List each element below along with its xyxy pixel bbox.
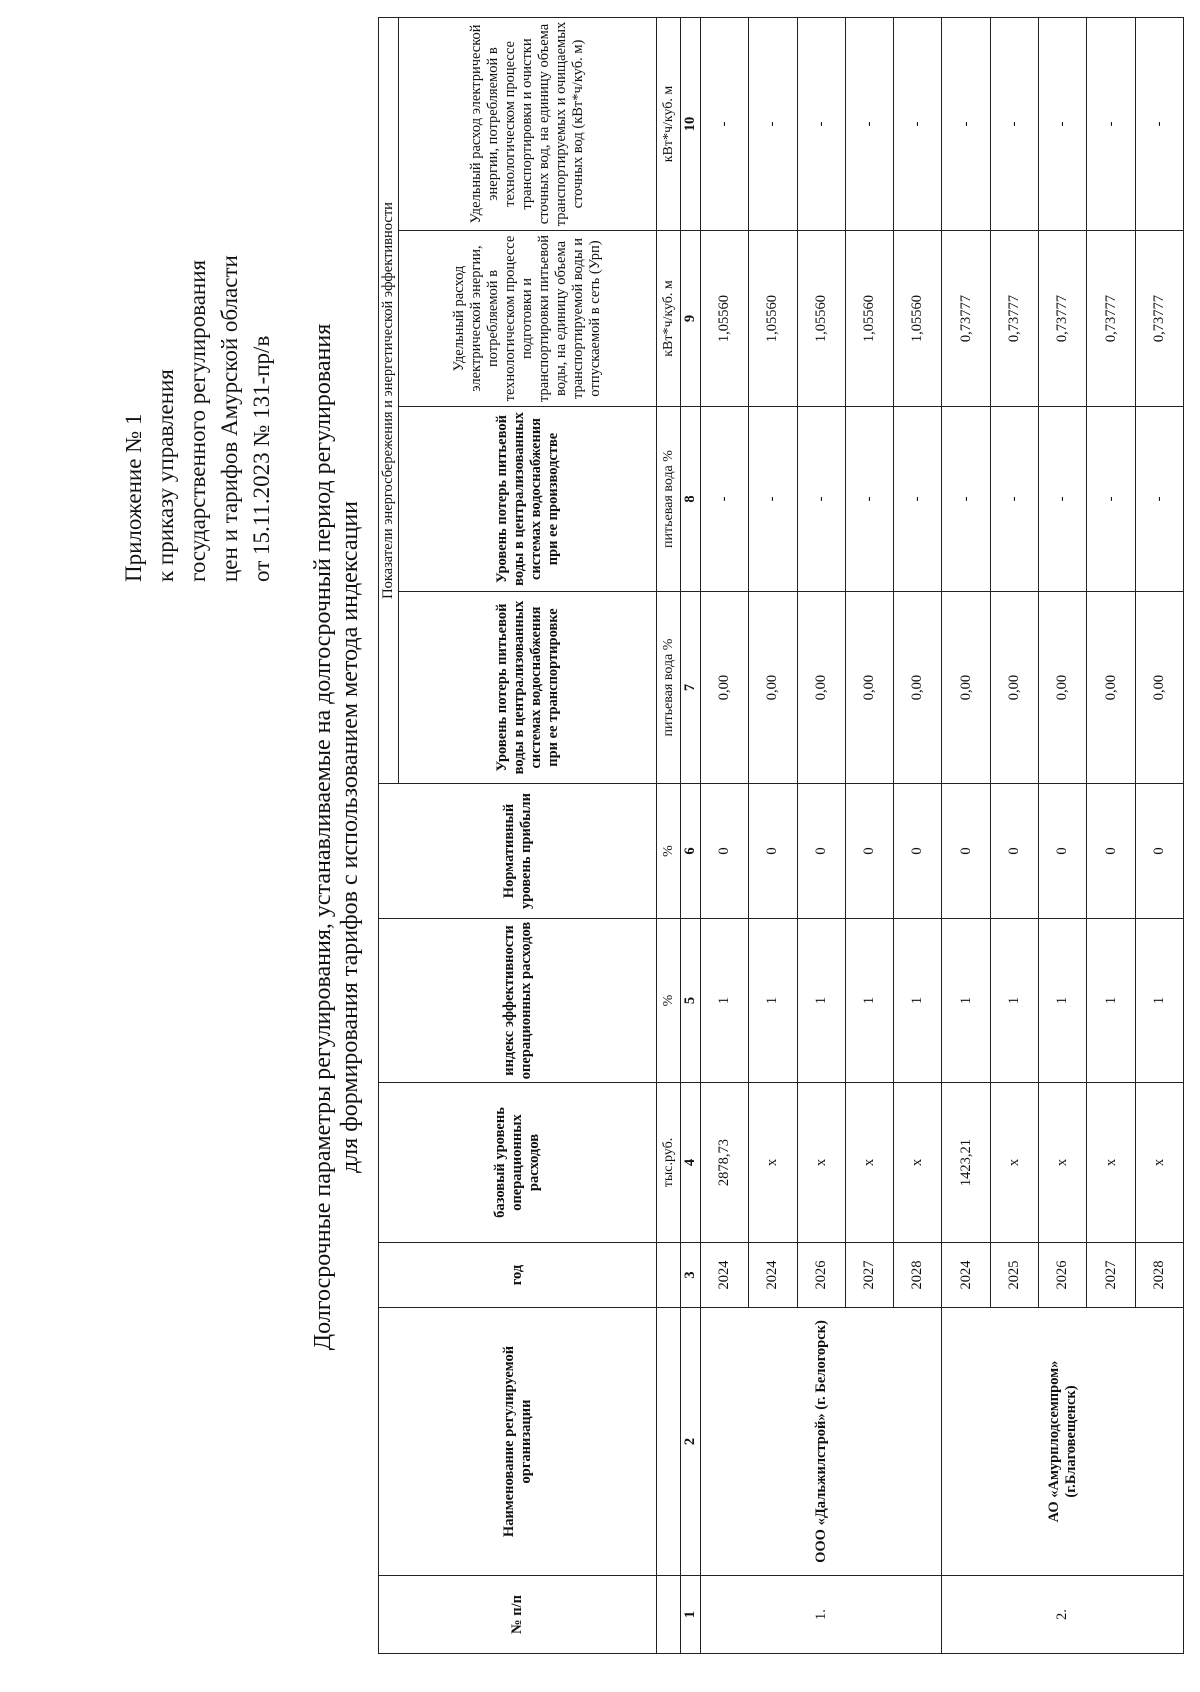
header-num: № п/п	[379, 1576, 657, 1654]
cell-loss-transport: 0,00	[942, 592, 990, 784]
cell-loss-transport: 0,00	[797, 592, 845, 784]
cell-loss-transport: 0,00	[701, 592, 749, 784]
cell-year: 2024	[942, 1243, 990, 1308]
cell-energy-water: 1,05560	[749, 231, 797, 407]
cell-base: 2878,73	[701, 1083, 749, 1243]
column-number: 6	[681, 784, 701, 919]
cell-year: 2024	[749, 1243, 797, 1308]
cell-base: х	[1087, 1083, 1135, 1243]
cell-energy-sewage: -	[701, 17, 749, 230]
cell-index: 1	[701, 919, 749, 1083]
units-row	[657, 17, 681, 1653]
cell-year: 2028	[894, 1243, 942, 1308]
cell-year: 2026	[1039, 1243, 1087, 1308]
cell-loss-transport: 0,00	[1087, 592, 1135, 784]
header-profit-level: Нормативный уровень прибыли	[379, 784, 657, 919]
document-title	[310, 42, 364, 1632]
header-energy-sewage: Удельный расход электрической энергии, потребляемой в технологическом процессе транспортировки и очистки сточных вод, на единицу объема транспортируемых и очищаемых сточных вод (кВт*ч/куб. м)	[399, 17, 657, 230]
org-name: АО «Амурплодсемпром» (г.Благовещенск)	[942, 1308, 1184, 1576]
column-number: 1	[681, 1576, 701, 1654]
cell-loss-production: -	[990, 407, 1038, 592]
title-line: для формирования тарифов с использованием метода индексации	[337, 500, 363, 1174]
cell-energy-sewage: -	[1087, 17, 1135, 230]
column-number: 3	[681, 1243, 701, 1308]
column-number: 5	[681, 919, 701, 1083]
cell-profit: 0	[797, 784, 845, 919]
cell-loss-transport: 0,00	[894, 592, 942, 784]
cell-energy-sewage: -	[1135, 17, 1183, 230]
cell-loss-transport: 0,00	[990, 592, 1038, 784]
appendix-line: цен и тарифов Амурской области	[217, 255, 242, 582]
unit-index: %	[657, 919, 681, 1083]
cell-base: х	[797, 1083, 845, 1243]
org-number: 2.	[942, 1576, 1184, 1654]
cell-loss-production: -	[797, 407, 845, 592]
title-line: Долгосрочные параметры регулирования, устанавливаемые на долгосрочный период регулирования	[310, 323, 336, 1351]
cell-energy-water: 1,05560	[845, 231, 893, 407]
header-energy-water: Удельный расход электрической энергии, потребляемой в технологическом процессе подготовки и транспортировки питьевой воды, на единицу объема транспортируемой воды и отпускаемой в сеть (Урп)	[399, 231, 657, 407]
cell-profit: 0	[1087, 784, 1135, 919]
cell-profit: 0	[749, 784, 797, 919]
unit-loss-transport: питьевая вода %	[657, 592, 681, 784]
header-row	[379, 17, 399, 1653]
appendix-line: к приказу управления	[153, 369, 178, 582]
unit-empty	[657, 1243, 681, 1308]
cell-loss-production: -	[845, 407, 893, 592]
appendix-line: Приложение № 1	[121, 413, 146, 582]
cell-energy-water: 0,73777	[990, 231, 1038, 407]
cell-index: 1	[749, 919, 797, 1083]
header-org-name: Наименование регулируемой организации	[379, 1308, 657, 1576]
org-number: 1.	[701, 1576, 942, 1654]
unit-base: тыс.руб.	[657, 1083, 681, 1243]
table-row	[942, 17, 990, 1653]
cell-profit: 0	[990, 784, 1038, 919]
cell-index: 1	[797, 919, 845, 1083]
cell-base: х	[894, 1083, 942, 1243]
cell-index: 1	[1087, 919, 1135, 1083]
cell-energy-sewage: -	[942, 17, 990, 230]
cell-year: 2028	[1135, 1243, 1183, 1308]
cell-index: 1	[894, 919, 942, 1083]
cell-loss-production: -	[749, 407, 797, 592]
cell-profit: 0	[1135, 784, 1183, 919]
unit-profit: %	[657, 784, 681, 919]
cell-energy-sewage: -	[797, 17, 845, 230]
header-base-opex: базовый уровень операционных расходов	[379, 1083, 657, 1243]
cell-year: 2024	[701, 1243, 749, 1308]
org-name: ООО «Дальжилстрой» (г. Белогорск)	[701, 1308, 942, 1576]
cell-profit: 0	[942, 784, 990, 919]
cell-energy-sewage: -	[1039, 17, 1087, 230]
cell-profit: 0	[701, 784, 749, 919]
cell-loss-production: -	[1087, 407, 1135, 592]
cell-energy-sewage: -	[990, 17, 1038, 230]
cell-loss-production: -	[1039, 407, 1087, 592]
header-efficiency-index: индекс эффективности операционных расходов	[379, 919, 657, 1083]
cell-energy-water: 0,73777	[1087, 231, 1135, 407]
cell-index: 1	[942, 919, 990, 1083]
cell-energy-water: 0,73777	[1135, 231, 1183, 407]
cell-index: 1	[1135, 919, 1183, 1083]
table-row	[701, 17, 749, 1653]
column-number: 10	[681, 17, 701, 230]
cell-energy-water: 0,73777	[942, 231, 990, 407]
cell-base: 1423,21	[942, 1083, 990, 1243]
cell-loss-production: -	[701, 407, 749, 592]
cell-energy-water: 1,05560	[797, 231, 845, 407]
cell-loss-production: -	[1135, 407, 1183, 592]
cell-base: х	[990, 1083, 1038, 1243]
cell-profit: 0	[1039, 784, 1087, 919]
column-number: 2	[681, 1308, 701, 1576]
cell-base: х	[749, 1083, 797, 1243]
cell-profit: 0	[894, 784, 942, 919]
cell-index: 1	[845, 919, 893, 1083]
cell-year: 2026	[797, 1243, 845, 1308]
unit-loss-production: питьевая вода %	[657, 407, 681, 592]
header-loss-transport: Уровень потерь питьевой воды в централизованных системах водоснабжения при ее транспортировке	[399, 592, 657, 784]
cell-year: 2027	[845, 1243, 893, 1308]
column-number: 9	[681, 231, 701, 407]
cell-year: 2027	[1087, 1243, 1135, 1308]
unit-energy-water: кВт*ч/куб. м	[657, 231, 681, 407]
column-number: 8	[681, 407, 701, 592]
header-loss-production: Уровень потерь питьевой воды в централизованных системах водоснабжения при ее производстве	[399, 407, 657, 592]
cell-loss-transport: 0,00	[1135, 592, 1183, 784]
cell-loss-transport: 0,00	[749, 592, 797, 784]
appendix-line: государственного регулирования	[185, 259, 210, 582]
cell-year: 2025	[990, 1243, 1038, 1308]
cell-loss-production: -	[942, 407, 990, 592]
column-number: 4	[681, 1083, 701, 1243]
cell-energy-sewage: -	[845, 17, 893, 230]
parameters-table	[378, 17, 1184, 1654]
column-number: 7	[681, 592, 701, 784]
cell-index: 1	[1039, 919, 1087, 1083]
cell-energy-sewage: -	[749, 17, 797, 230]
unit-empty	[657, 1308, 681, 1576]
cell-base: х	[1039, 1083, 1087, 1243]
unit-energy-sewage: кВт*ч/куб. м	[657, 17, 681, 230]
cell-energy-water: 1,05560	[701, 231, 749, 407]
cell-base: х	[1135, 1083, 1183, 1243]
cell-loss-production: -	[894, 407, 942, 592]
cell-profit: 0	[845, 784, 893, 919]
cell-loss-transport: 0,00	[845, 592, 893, 784]
header-year: год	[379, 1243, 657, 1308]
cell-base: х	[845, 1083, 893, 1243]
header-energy-group: Показатели энергосбережения и энергетической эффективности	[379, 17, 399, 783]
cell-index: 1	[990, 919, 1038, 1083]
cell-energy-water: 1,05560	[894, 231, 942, 407]
appendix-header	[118, 22, 278, 582]
cell-energy-sewage: -	[894, 17, 942, 230]
cell-energy-water: 0,73777	[1039, 231, 1087, 407]
unit-empty	[657, 1576, 681, 1654]
column-number-row	[681, 17, 701, 1653]
cell-loss-transport: 0,00	[1039, 592, 1087, 784]
appendix-line: от 15.11.2023 № 131-пр/в	[249, 335, 274, 582]
